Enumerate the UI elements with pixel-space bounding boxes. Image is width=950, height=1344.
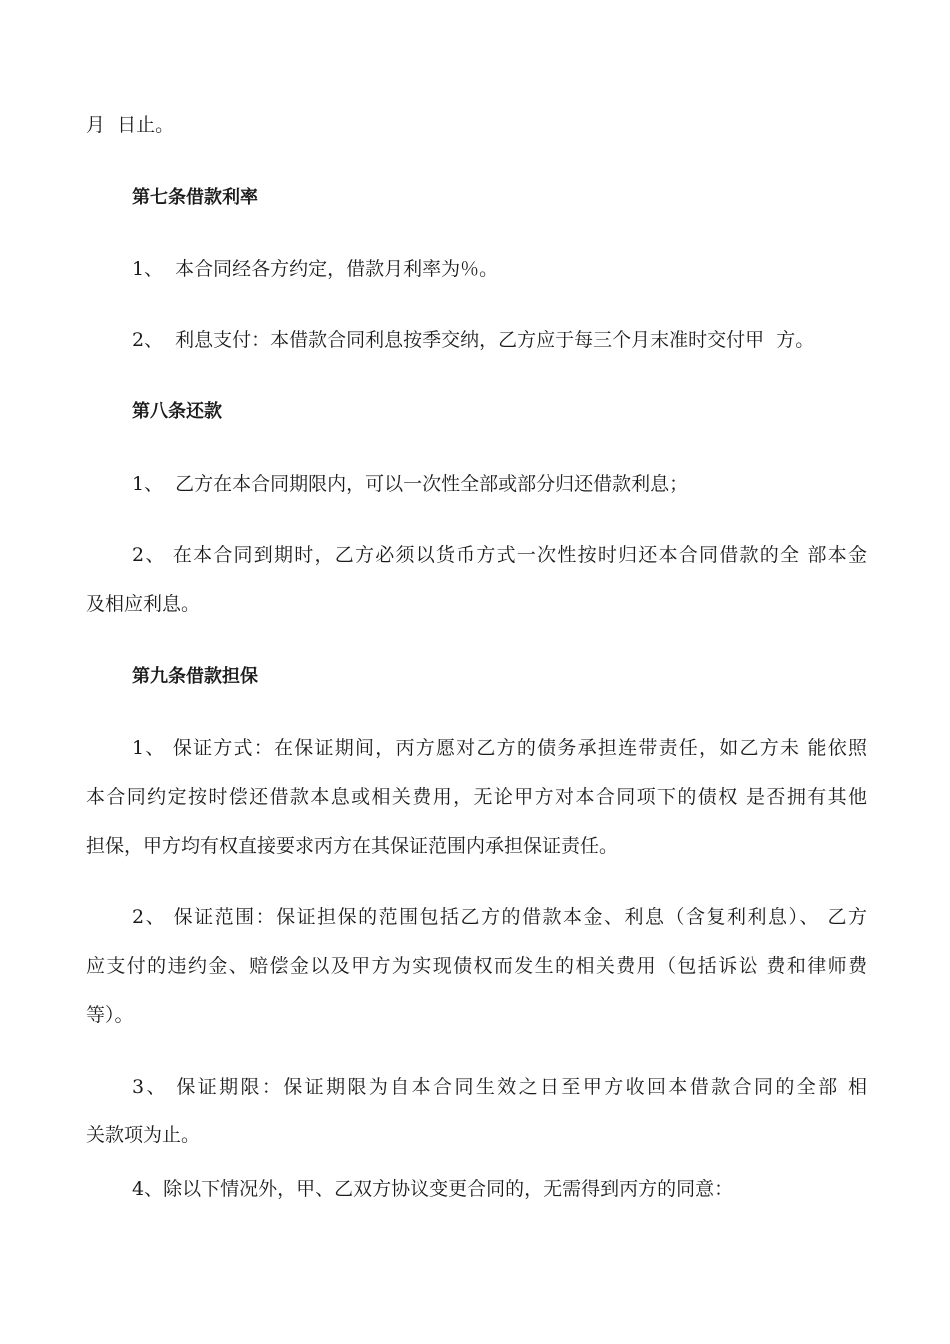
- paragraph-line: 1、 本合同经各方约定，借款月利率为％。: [132, 258, 499, 280]
- paragraph-line: 1、 保证方式：在保证期间，丙方愿对乙方的债务承担连带责任，如乙方未 能依照: [132, 737, 867, 759]
- paragraph-line: 2、 在本合同到期时，乙方必须以货币方式一次性按时归还本合同借款的全 部本金: [132, 544, 867, 566]
- section-heading-article-8: 第八条还款: [132, 401, 222, 422]
- paragraph-line: 本合同约定按时偿还借款本息或相关费用，无论甲方对本合同项下的债权 是否拥有其他: [86, 786, 867, 808]
- paragraph-line: 3、 保证期限：保证期限为自本合同生效之日至甲方收回本借款合同的全部 相: [132, 1076, 867, 1098]
- paragraph-line: 1、 乙方在本合同期限内，可以一次性全部或部分归还借款利息；: [132, 473, 689, 495]
- text-line: 月 日止。: [86, 114, 175, 136]
- paragraph-line: 担保，甲方均有权直接要求丙方在其保证范围内承担保证责任。: [86, 835, 619, 857]
- paragraph-line: 4、除以下情况外，甲、乙双方协议变更合同的，无需得到丙方的同意：: [132, 1178, 734, 1200]
- paragraph-line: 2、 保证范围：保证担保的范围包括乙方的借款本金、利息（含复利利息）、 乙方: [132, 906, 867, 928]
- paragraph-line: 关款项为止。: [86, 1124, 201, 1146]
- section-heading-article-9: 第九条借款担保: [132, 666, 258, 687]
- paragraph-line: 等）。: [86, 1004, 134, 1026]
- paragraph-line: 及相应利息。: [86, 593, 201, 615]
- section-heading-article-7: 第七条借款利率: [132, 187, 258, 208]
- paragraph-line: 应支付的违约金、赔偿金以及甲方为实现债权而发生的相关费用（包括诉讼 费和律师费: [86, 955, 867, 977]
- paragraph-line: 2、 利息支付：本借款合同利息按季交纳，乙方应于每三个月末准时交付甲 方。: [132, 329, 815, 351]
